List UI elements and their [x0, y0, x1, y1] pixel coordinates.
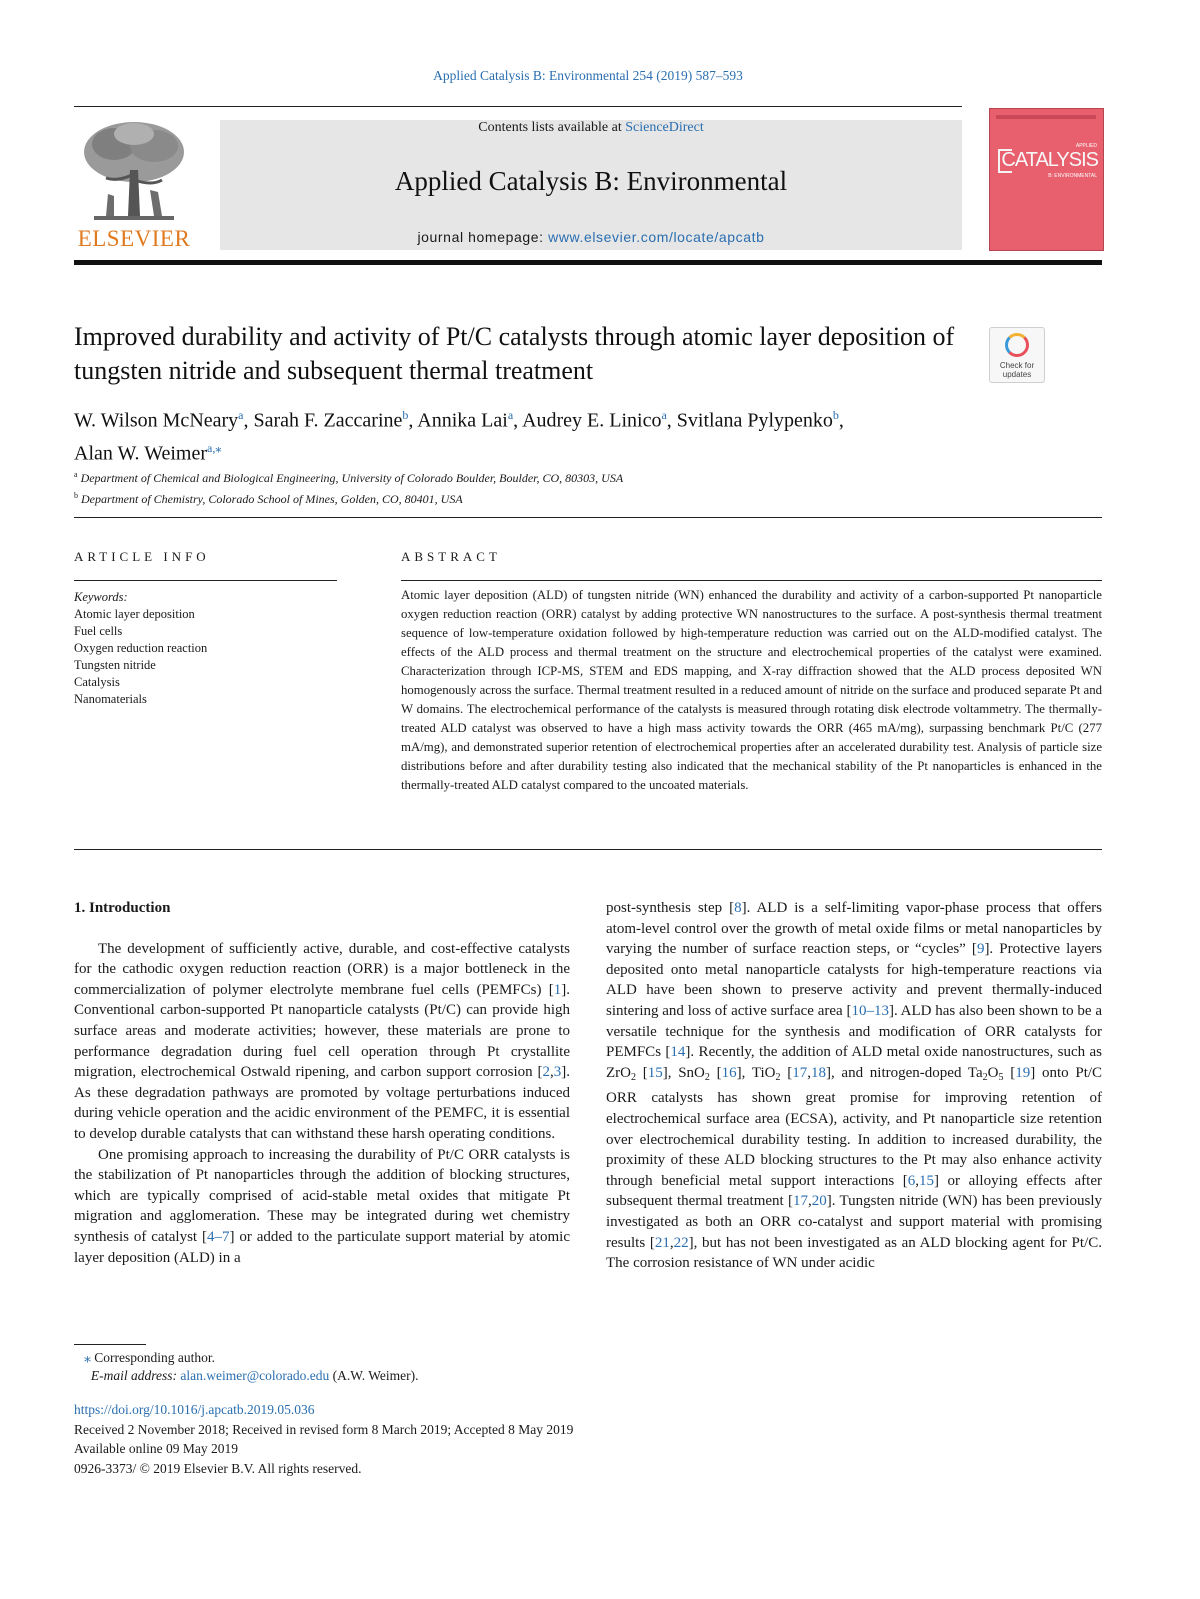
subscript: 2 — [704, 1071, 710, 1083]
text-run: , — [550, 1064, 554, 1081]
abstract-bottom-rule — [74, 849, 1102, 850]
keyword: Fuel cells — [74, 624, 123, 638]
text-run: ], SnO — [662, 1064, 705, 1081]
text-run: The development of sufficiently active, durable, and cost-effective catalysts for the cathodic oxygen reduction reaction (ORR) is a major bottleneck in the commercialization of polymer electrolyte membrane fuel cells (PEMFCs) [ — [74, 940, 570, 998]
cover-stripe — [996, 115, 1096, 119]
text-run: ] onto Pt/C ORR catalysts has shown great promise for improving retention of electrochemical surface area (ECSA), activity, and Pt nanoparticle size retention over electrochemical durability testing. In addition to increased durability, the proximity of these ALD blocking structures to the Pt may also enhance activity through beneficial metal support interactions [ — [606, 1064, 1103, 1189]
cover-title: CATALYSIS — [1001, 149, 1098, 171]
text-run: [ — [636, 1064, 648, 1081]
article-info-rule — [74, 580, 337, 581]
article-title: Improved durability and activity of Pt/C catalysts through atomic layer deposition of tungsten nitride and subsequent thermal treatment — [74, 322, 955, 385]
check-for-updates-button[interactable] — [989, 327, 1045, 383]
copyright: 0926-3373/ © 2019 Elsevier B.V. All rights reserved. — [74, 1460, 362, 1476]
abstract-rule — [401, 580, 1102, 581]
citation-link[interactable]: 3 — [553, 1064, 562, 1081]
author: W. Wilson McNeary — [74, 409, 239, 432]
body-column-right — [606, 898, 1102, 1274]
author-affil[interactable]: a — [238, 408, 244, 422]
citation-link[interactable]: 15 — [647, 1064, 663, 1081]
keywords-block — [74, 589, 354, 708]
text-run: [ — [709, 1064, 722, 1081]
check-updates-icon — [1005, 333, 1029, 357]
article-footer — [74, 1400, 874, 1478]
doi-link[interactable]: https://doi.org/10.1016/j.apcatb.2019.05.036 — [74, 1402, 315, 1417]
citation-link[interactable]: 18 — [810, 1064, 826, 1081]
citation-link[interactable]: 9 — [976, 941, 985, 958]
text-run: , — [915, 1172, 920, 1189]
body-column-left — [74, 898, 570, 1268]
elsevier-logo — [74, 120, 194, 250]
text-run: ]. ALD has also been shown to be a versatile technique for the synthesis and modification of ORR catalysts for PEMFCs [ — [606, 1002, 1103, 1061]
footnote — [74, 1349, 774, 1385]
keywords-label: Keywords: — [74, 590, 128, 604]
text-run: ]. Conventional carbon-supported Pt nanoparticle catalysts (Pt/C) can provide high surface areas and moderate activities; however, these materials are prone to performance degradation during fuel cell operation through Pt crystallite migration, electrochemical Ostwald ripening, and carbon support corrosion [ — [74, 981, 570, 1081]
text-run: ]. Protective layers deposited onto metal nanoparticle catalysts for high-temperature reactions via ALD have been shown to preserve activity and prevent thermally-induced sintering and loss of active surface area [ — [606, 941, 1102, 1019]
text-run: One promising approach to increasing the durability of Pt/C ORR catalysts is the stabilization of Pt nanoparticles through the addition of blocking structures, which are typically comprised of acid-stable metal oxides that mitigate Pt migration and agglomeration. These may be integrated during wet chemistry synthesis of catalyst [ — [74, 1146, 570, 1245]
header-rule — [74, 260, 1102, 265]
citation-link[interactable]: 1 — [553, 981, 562, 998]
text-run: , — [807, 1064, 811, 1081]
email-link[interactable]: alan.weimer@colorado.edu — [180, 1368, 330, 1383]
affiliation: $^b$ Department of Chemistry, Colorado School of Mines, Golden, CO, 80401, USA — [74, 491, 463, 506]
text-run: ]. ALD is a self-limiting vapor-phase process that offers atom-level control over the growth of metal oxide films or metal nanoparticles by varying the number of surface reaction steps, or “cycles” [ — [606, 900, 1102, 958]
affiliation: $^a$ Department of Chemical and Biological Engineering, University of Colorado Boulder, Boulder, CO, 80303, USA — [74, 470, 624, 485]
text-run: ] or alloying effects after subsequent thermal treatment [ — [606, 1172, 1102, 1210]
citation-link[interactable]: 16 — [721, 1064, 737, 1081]
journal-name: Applied Catalysis B: Environmental — [394, 166, 788, 196]
citation-link[interactable]: 2 — [542, 1064, 550, 1081]
section-rule — [74, 517, 1102, 518]
citation-link[interactable]: 8 — [734, 900, 742, 916]
text-run: ]. Recently, the addition of ALD metal oxide nanostructures, such as ZrO — [606, 1044, 1102, 1081]
homepage-line: journal homepage: www.elsevier.com/locate/apcatb — [417, 229, 765, 245]
journal-cover[interactable] — [989, 108, 1104, 251]
keyword: Tungsten nitride — [74, 658, 156, 672]
text-run: ], TiO — [736, 1064, 776, 1081]
email-line: E-mail address: alan.weimer@colorado.edu (A.W. Weimer). — [90, 1368, 419, 1383]
article-info-heading: ARTICLE INFO — [74, 549, 210, 564]
citation-link[interactable]: 17 — [792, 1193, 808, 1210]
elsevier-tree-icon — [78, 120, 190, 226]
author: Annika Lai — [417, 409, 508, 432]
paragraph — [606, 898, 1102, 1274]
citation-link[interactable]: 17 — [792, 1064, 808, 1081]
affiliations — [74, 466, 974, 508]
citation-link[interactable]: 19 — [1015, 1064, 1031, 1081]
check-updates-label: Check for updates — [999, 361, 1035, 379]
sciencedirect-link[interactable]: ScienceDirect — [625, 120, 704, 135]
author: Svitlana Pylypenko — [676, 409, 833, 432]
keyword: Catalysis — [74, 675, 120, 689]
author-affil[interactable]: a,⁎ — [207, 440, 222, 455]
cover-applied: APPLIED — [1075, 143, 1097, 149]
contents-line: Contents lists available at ScienceDirect — [478, 120, 704, 135]
section-title: 1. Introduction — [74, 900, 171, 916]
subscript: 2 — [775, 1071, 781, 1083]
keyword: Oxygen reduction reaction — [74, 641, 208, 655]
text-run: O — [987, 1064, 999, 1081]
text-run: ] or added to the particulate support material by atomic layer deposition (ALD) in a — [74, 1228, 570, 1266]
paragraph — [74, 939, 570, 1145]
publisher-name: ELSEVIER — [77, 226, 191, 251]
text-run: post-synthesis step [ — [606, 900, 735, 916]
corresponding-author: ⁎ Corresponding author. — [84, 1350, 215, 1365]
text-run: , — [669, 1234, 674, 1251]
author-affil[interactable]: a — [507, 408, 514, 422]
subscript: 2 — [982, 1071, 988, 1083]
journal-reference[interactable]: Applied Catalysis B: Environmental 254 (2019) 587–593 — [433, 68, 743, 83]
subscript: 2 — [631, 1071, 636, 1083]
text-run: [ — [780, 1064, 793, 1081]
text-run: [ — [1003, 1064, 1016, 1081]
received-dates: Received 2 November 2018; Received in revised form 8 March 2019; Accepted 8 May 2019 — [74, 1421, 574, 1437]
text-run: ], but has not been investigated as an ALD blocking agent for Pt/C. The corrosion resistance of WN under acidic — [606, 1234, 1102, 1272]
paragraph — [74, 1145, 570, 1269]
author: Alan W. Weimer — [74, 442, 207, 465]
citation-link[interactable]: 14 — [670, 1044, 686, 1061]
abstract-heading: ABSTRACT — [401, 549, 501, 564]
abstract-text: Atomic layer deposition (ALD) of tungsten nitride (WN) enhanced the durability and activity of a carbon-supported Pt nanoparticle oxygen reduction reaction (ORR) catalyst by adding protective WN nanostructures to the surface. A post-synthesis thermal treatment sequence of low-temperature oxidation followed by high-temperature reduction was carried out on the ALD-modified catalyst. The effects of the ALD process and thermal treatment on the structure and electrochemical properties of the catalyst were examined. Characterization through ICP-MS, STEM and EDS mapping, and X-ray diffraction showed that the ALD process deposited WN homogenously across the surface. Thermal treatment resulted in a reduced amount of nitride on the surface and produced separate Pt and W domains. The electrochemical performance of the catalysts is measured through rotating disk electrode voltammetry. The thermally-treated ALD catalyst was observed to have a high mass activity towards the ORR (465 mA/mg), surpassing benchmark Pt/C (277 mA/mg), and demonstrated superior retention of electrochemical properties after an accelerated durability test. Analysis of particle size distributions before and after durability testing also indicated that the mechanical stability of the Pt nanoparticles is enhanced in the thermally-treated ALD catalyst compared to the uncoated materials. — [401, 588, 1102, 792]
available-online: Available online 09 May 2019 — [74, 1441, 238, 1456]
text-run: , — [807, 1193, 812, 1210]
keyword: Atomic layer deposition — [74, 607, 195, 621]
citation-link[interactable]: 10–13 — [851, 1002, 889, 1019]
citation-link[interactable]: 20 — [811, 1193, 827, 1210]
citation-link[interactable]: 4–7 — [206, 1228, 230, 1245]
subscript: 5 — [998, 1071, 1004, 1083]
citation-link[interactable]: 6 — [907, 1172, 916, 1189]
keyword: Nanomaterials — [74, 692, 147, 706]
journal-header — [220, 120, 962, 250]
text-run: ]. As these degradation pathways are promoted by voltage perturbations induced during vehicle operation and the acidic environment of the PEMFC, it is essential to develop durable catalysts that can withstand these harsh operating conditions. — [74, 1064, 570, 1142]
citation-link[interactable]: 15 — [919, 1172, 935, 1189]
text-run: ], and nitrogen-doped Ta — [825, 1064, 983, 1081]
author: Audrey E. Linico — [522, 409, 662, 432]
cover-subtitle: B: ENVIRONMENTAL — [1048, 173, 1097, 179]
author-list: W. Wilson McNeary$^a$, Sarah F. Zaccarine$^b$, Annika Lai$^a$, Audrey E. Linico$^a$, Svitlana Pylypenko$^b$, Alan W. Weimer$^{a,⁎}$ — [74, 408, 844, 465]
text-run: ]. Tungsten nitride (WN) has been previously investigated as both an ORR co-catalyst and support material with promising results [ — [606, 1193, 1102, 1251]
citation-link[interactable]: 22 — [673, 1234, 689, 1251]
footnote-rule — [74, 1344, 146, 1345]
citation-link[interactable]: 21 — [654, 1234, 670, 1251]
author-affil[interactable]: a — [661, 408, 667, 422]
top-rule — [74, 106, 962, 107]
author-affil[interactable]: b — [832, 408, 839, 422]
author-affil[interactable]: b — [402, 408, 409, 422]
homepage-link[interactable]: www.elsevier.com/locate/apcatb — [548, 229, 765, 245]
author: Sarah F. Zaccarine — [253, 409, 403, 432]
